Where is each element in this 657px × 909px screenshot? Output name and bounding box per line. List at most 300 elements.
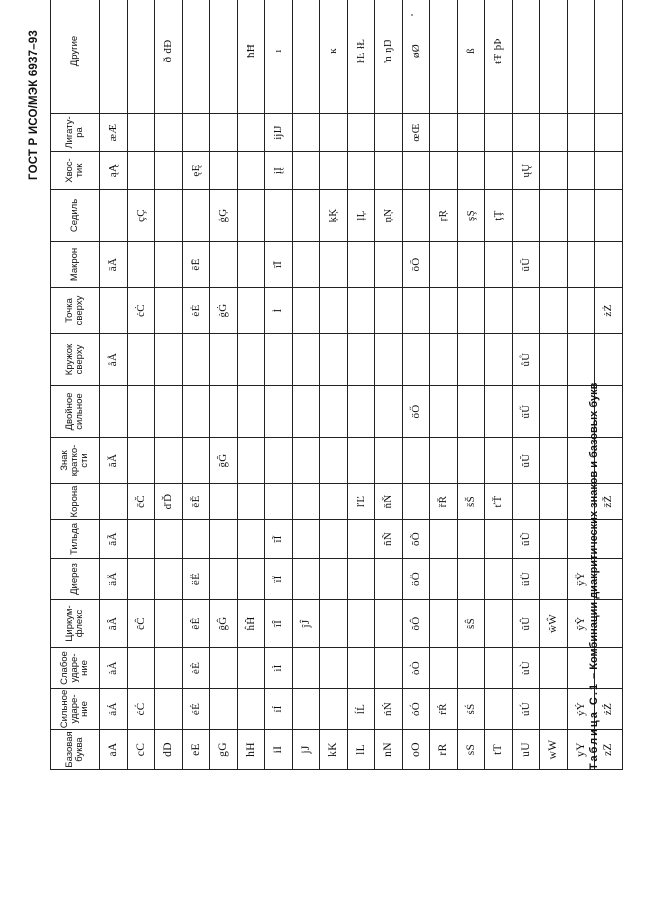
table-cell: ňŇ [375,484,403,520]
table-cell: ı [265,0,293,114]
table-cell: éÉ [182,689,210,730]
table-cell: ŀĿ łŁ [347,0,375,114]
table-cell [485,386,513,438]
table-row [457,0,485,770]
table-cell [292,288,320,334]
table-cell: ľĽ [347,484,375,520]
table-cell [402,288,430,334]
table-cell [210,520,238,559]
table-row [347,0,375,770]
table-cell [457,242,485,288]
table-cell [375,600,403,648]
table-cell: öÖ [402,559,430,600]
table-cell [485,152,513,190]
table-cell: ĝĜ [210,600,238,648]
table-cell [430,520,458,559]
table-cell: ëË [182,559,210,600]
table-cell [155,242,183,288]
table-cell: čČ [127,484,155,520]
base-letter-cell: wW [540,730,568,770]
column-header: Другие [51,0,100,114]
base-letter-cell: dD [155,730,183,770]
table-cell: ŉ ŋŊ [375,0,403,114]
table-cell: ŧŦ þÞ [485,0,513,114]
table-cell: ęĘ [182,152,210,190]
table-cell [512,190,540,242]
table-cell [127,386,155,438]
table-cell: šŠ [457,484,485,520]
table-cell [457,438,485,484]
table-cell [155,438,183,484]
table-cell [320,648,348,689]
table-cell: ħĦ [237,0,265,114]
table-row [485,0,513,770]
table-header-row [51,0,100,770]
table-cell [237,334,265,386]
table-cell: ļĻ [347,190,375,242]
table-cell [237,484,265,520]
table-cell [485,288,513,334]
table-cell [100,190,128,242]
column-header: Сильное ударе-ние [51,689,100,730]
column-header: Базовая буква [51,730,100,770]
table-cell: ůŮ [512,334,540,386]
table-cell [127,334,155,386]
table-cell [292,242,320,288]
table-cell [320,386,348,438]
column-header: Диерез [51,559,100,600]
table-cell [485,648,513,689]
table-cell: ĵĴ [292,600,320,648]
table-cell: ŵŴ [540,600,568,648]
table-cell: ĥĤ [237,600,265,648]
base-letter-cell: lL [347,730,375,770]
table-cell [210,559,238,600]
table-cell: şŞ [457,190,485,242]
table-cell: œŒ [402,114,430,152]
table-cell [155,648,183,689]
column-header: Слабое ударе-ние [51,648,100,689]
table-cell: ěĚ [182,484,210,520]
table-cell [430,288,458,334]
table-cell [320,520,348,559]
table-cell [210,484,238,520]
table-cell: ĉĈ [127,600,155,648]
table-cell [430,648,458,689]
table-cell [375,648,403,689]
table-row [430,0,458,770]
base-letter-cell: hH [237,730,265,770]
table-cell: řŘ [430,484,458,520]
table-cell [265,438,293,484]
table-cell: ôÔ [402,600,430,648]
document-header: ГОСТ Р ИСО/МЭК 6937–93 [28,30,40,180]
table-cell: ÿŸ [567,559,595,600]
table-cell [347,242,375,288]
column-header: Лигату-ра [51,114,100,152]
table-cell: ŗŖ [430,190,458,242]
table-cell: ĸ [320,0,348,114]
table-cell [100,386,128,438]
table-cell [375,242,403,288]
table-cell: ţŢ [485,190,513,242]
table-cell [457,520,485,559]
table-row [540,0,568,770]
table-cell [127,114,155,152]
table-cell [155,114,183,152]
table-cell: åÅ [100,334,128,386]
table-cell: æÆ [100,114,128,152]
table-cell [292,190,320,242]
table-cell [237,520,265,559]
table-cell [155,600,183,648]
table-cell: ġĠ [210,288,238,334]
table-cell [182,114,210,152]
table-cell: ğĞ [210,438,238,484]
table-cell [430,438,458,484]
table-cell [265,484,293,520]
table-cell [292,114,320,152]
base-letter-cell: gG [210,730,238,770]
table-cell [540,386,568,438]
caption-text: – Комбинации диакритических знаков и базовых букв [588,382,600,682]
table-cell [182,190,210,242]
column-header: Седиль [51,190,100,242]
table-row [320,0,348,770]
table-cell [320,600,348,648]
table-cell [265,386,293,438]
table-cell: īĪ [265,242,293,288]
table-cell: õÕ [402,520,430,559]
base-letter-cell: eE [182,730,210,770]
table-cell [265,190,293,242]
base-letter-cell: zZ [595,730,623,770]
table-cell [457,152,485,190]
table-cell: ćĆ [127,689,155,730]
base-letter-cell: jJ [292,730,320,770]
table-cell [237,190,265,242]
table-cell [237,648,265,689]
table-cell [292,648,320,689]
table-cell [540,689,568,730]
base-letter-cell: tT [485,730,513,770]
caption-prefix: Таблица С.1 [588,681,600,770]
table-cell: ťŤ [485,484,513,520]
base-letter-cell: nN [375,730,403,770]
table-cell: žŽ [595,484,623,520]
table-cell: ģĢ [210,190,238,242]
table-cell [320,559,348,600]
table-cell: ńŃ [375,689,403,730]
column-header: Знак кратко-сти [51,438,100,484]
table-cell [512,288,540,334]
table-cell: ĳĲ [265,114,293,152]
table-cell [430,334,458,386]
table-cell [430,559,458,600]
table-cell [347,438,375,484]
table-cell [485,689,513,730]
table-cell: ĺĹ [347,689,375,730]
table-cell: íÍ [265,689,293,730]
table-cell [320,438,348,484]
table-cell [485,334,513,386]
table-cell: ìÌ [265,648,293,689]
table-row [100,0,128,770]
table-cell: ŷŶ [567,600,595,648]
table-cell [430,242,458,288]
table-cell [512,114,540,152]
table-cell [210,152,238,190]
table-cell [182,0,210,114]
table-cell [155,689,183,730]
table-cell [100,0,128,114]
table-cell [127,242,155,288]
table-cell [182,520,210,559]
column-header: Хвос-тик [51,152,100,190]
table-cell [155,520,183,559]
column-header: Корона [51,484,100,520]
table-cell: ķĶ [320,190,348,242]
table-cell [127,438,155,484]
table-cell: úÚ [512,689,540,730]
column-header: Двойное сильное [51,386,100,438]
table-cell [540,484,568,520]
table-cell [320,114,348,152]
table-cell [485,114,513,152]
base-letter-cell: sS [457,730,485,770]
table-cell [485,242,513,288]
table-row [265,0,293,770]
table-cell [292,559,320,600]
table-cell [210,0,238,114]
table-cell: ŭŬ [512,438,540,484]
base-letter-cell: rR [430,730,458,770]
table-cell [265,334,293,386]
table-cell: ūŪ [512,242,540,288]
table-cell [430,152,458,190]
table-cell: ĩĨ [265,520,293,559]
table-cell [540,0,568,114]
table-cell [237,242,265,288]
table-cell [430,0,458,114]
table-cell [210,334,238,386]
table-cell [210,689,238,730]
table-caption [588,30,604,770]
table-cell [512,484,540,520]
table-cell [210,386,238,438]
table-cell [347,648,375,689]
table-cell: îÎ [265,600,293,648]
table-cell [292,438,320,484]
table-cell [320,152,348,190]
base-letter-cell: oO [402,730,430,770]
table-cell [237,152,265,190]
table-cell [375,438,403,484]
table-cell [430,386,458,438]
table-cell [402,334,430,386]
table-cell [100,484,128,520]
table-cell [457,386,485,438]
table-cell: ùÙ [512,648,540,689]
table-cell [155,152,183,190]
table-row [155,0,183,770]
table-cell: òÒ [402,648,430,689]
table-cell [540,242,568,288]
table-cell: ŕŔ [430,689,458,730]
table-cell [237,288,265,334]
table-cell [210,242,238,288]
table-cell [540,288,568,334]
table-cell [430,114,458,152]
table-cell [375,152,403,190]
table-cell [485,438,513,484]
table-cell [237,114,265,152]
table-row [292,0,320,770]
table-cell [540,520,568,559]
table-cell [127,152,155,190]
table-cell: àÀ [100,648,128,689]
table-cell: ėĖ [182,288,210,334]
table-cell [457,288,485,334]
table-cell [457,334,485,386]
table-cell [182,386,210,438]
table-cell [182,334,210,386]
table-cell [457,648,485,689]
table-cell: āĀ [100,242,128,288]
table-row [182,0,210,770]
table-cell [320,242,348,288]
table-cell [402,190,430,242]
table-cell [237,438,265,484]
table-row [127,0,155,770]
table-cell [237,386,265,438]
table-cell: èÈ [182,648,210,689]
table-cell: İ [265,288,293,334]
table-cell [292,152,320,190]
table-cell [292,689,320,730]
table-cell [320,689,348,730]
table-cell [320,334,348,386]
table-cell: ïÏ [265,559,293,600]
table-cell: ũŨ [512,520,540,559]
table-cell: ß [457,0,485,114]
table-cell [292,386,320,438]
table-cell [155,288,183,334]
column-header: Циркум-флекс [51,600,100,648]
table-cell [540,559,568,600]
table-cell [540,190,568,242]
table-cell [347,600,375,648]
table-cell [430,600,458,648]
table-cell: âÂ [100,600,128,648]
table-cell: ēĒ [182,242,210,288]
table-cell [210,114,238,152]
table-cell: áÁ [100,689,128,730]
table-cell [375,288,403,334]
table-cell: ŝŜ [457,600,485,648]
table-cell [347,386,375,438]
table-cell [292,0,320,114]
table-cell [347,559,375,600]
base-letter-cell: uU [512,730,540,770]
table-cell: äÄ [100,559,128,600]
table-cell [402,484,430,520]
base-letter-cell: iI [265,730,293,770]
table-cell: ãÃ [100,520,128,559]
table-cell [375,334,403,386]
table-cell [540,648,568,689]
diacritics-table [50,0,623,770]
table-cell [155,190,183,242]
table-cell [375,386,403,438]
table-cell: çÇ [127,190,155,242]
table-cell [100,288,128,334]
table-cell [485,559,513,600]
table-cell [320,288,348,334]
table-cell [155,334,183,386]
table-cell: żŻ [595,288,623,334]
table-cell [292,520,320,559]
table-cell [347,114,375,152]
base-letter-cell: yY [567,730,595,770]
table-cell: ûÛ [512,600,540,648]
table-cell [182,438,210,484]
table-row [512,0,540,770]
table-row [210,0,238,770]
table-cell: źŹ [595,689,623,730]
table-row [375,0,403,770]
table-cell: ð đĐ [155,0,183,114]
table-cell [540,152,568,190]
column-header: Тильда [51,520,100,559]
table-cell: ąĄ [100,152,128,190]
table-cell [210,648,238,689]
column-header: Кружок сверху [51,334,100,386]
table-row [402,0,430,770]
table-cell [375,114,403,152]
table-cell: űŰ [512,386,540,438]
table-cell [540,438,568,484]
table-cell [540,334,568,386]
table-cell: óÓ [402,689,430,730]
table-cell: ųŲ [512,152,540,190]
table-cell: ōŌ [402,242,430,288]
table-cell: üÜ [512,559,540,600]
table-cell [155,386,183,438]
table-cell [127,520,155,559]
table-cell [155,559,183,600]
table-cell [485,600,513,648]
table-cell: ýÝ [567,689,595,730]
table-cell: êÊ [182,600,210,648]
table-cell [347,520,375,559]
table-cell: ċĊ [127,288,155,334]
table-cell [127,559,155,600]
table-cell [540,114,568,152]
table-cell [237,559,265,600]
base-letter-cell: cC [127,730,155,770]
table-cell: őŐ [402,386,430,438]
column-header: Точка сверху [51,288,100,334]
table-cell [457,559,485,600]
table-cell: ñÑ [375,520,403,559]
table-cell [375,559,403,600]
base-letter-cell: kK [320,730,348,770]
table-cell [457,114,485,152]
base-letter-cell: aA [100,730,128,770]
table-cell [512,0,540,114]
table-cell [127,648,155,689]
